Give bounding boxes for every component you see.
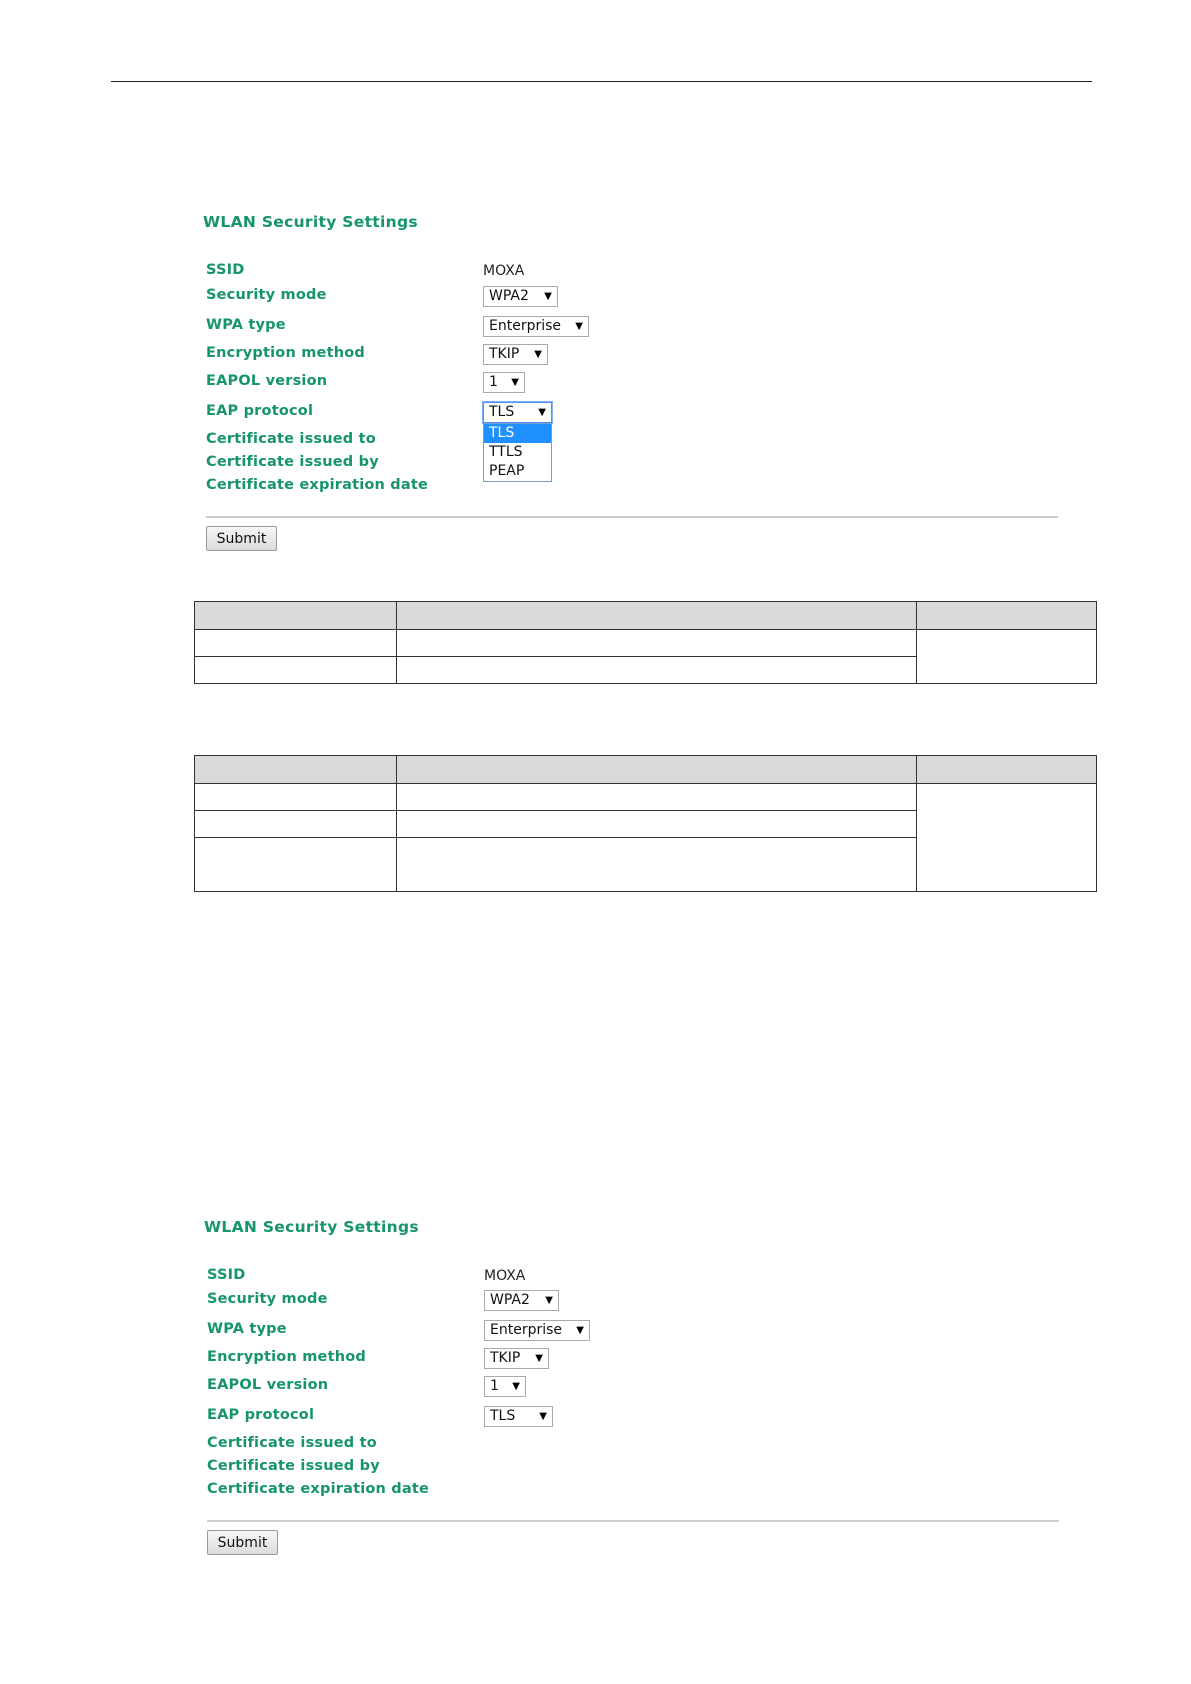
dropdown-arrow-icon: ▼	[545, 1295, 553, 1306]
cert-issued-by-label: Certificate issued by	[207, 1458, 380, 1474]
eap-option-peap[interactable]: PEAP	[489, 463, 525, 479]
submit-button[interactable]: Submit	[206, 526, 277, 551]
table-cell	[397, 784, 917, 811]
table-cell	[397, 811, 917, 838]
wpa-type-select[interactable]	[484, 1320, 590, 1341]
eap-protocol-select[interactable]	[483, 402, 552, 423]
page-header-rule	[111, 81, 1092, 82]
dropdown-arrow-icon: ▼	[539, 1411, 547, 1422]
panel-title: WLAN Security Settings	[204, 1218, 419, 1236]
table-cell	[195, 630, 397, 657]
table-row	[195, 630, 1097, 657]
table-header-cell	[195, 756, 397, 784]
wpa-type-value: Enterprise	[489, 318, 562, 334]
table-cell	[195, 811, 397, 838]
encryption-method-label: Encryption method	[207, 1349, 366, 1365]
form-divider	[207, 1520, 1059, 1522]
eapol-version-label: EAPOL version	[207, 1377, 329, 1393]
dropdown-arrow-icon: ▼	[576, 1325, 584, 1336]
cert-issued-to-label: Certificate issued to	[207, 1435, 377, 1451]
table-header-row	[195, 602, 1097, 630]
security-mode-label: Security mode	[207, 1291, 328, 1307]
table-1	[194, 601, 1097, 684]
table-cell	[397, 838, 917, 892]
dropdown-arrow-icon: ▼	[538, 407, 546, 418]
ssid-label: SSID	[206, 262, 245, 278]
eapol-version-value: 1	[489, 374, 498, 390]
encryption-method-value: TKIP	[490, 1350, 521, 1366]
encryption-method-select[interactable]	[484, 1348, 549, 1369]
dropdown-arrow-icon: ▼	[544, 291, 552, 302]
security-mode-label: Security mode	[206, 287, 327, 303]
eapol-version-select[interactable]	[484, 1376, 526, 1397]
table-cell	[195, 784, 397, 811]
cert-expiration-label: Certificate expiration date	[207, 1481, 430, 1497]
cert-issued-to-label: Certificate issued to	[206, 431, 376, 447]
encryption-method-select[interactable]	[483, 344, 548, 365]
table-header-cell	[917, 756, 1097, 784]
eap-protocol-select[interactable]	[484, 1406, 553, 1427]
encryption-method-label: Encryption method	[206, 345, 365, 361]
form-divider	[206, 516, 1058, 518]
dropdown-arrow-icon: ▼	[534, 349, 542, 360]
encryption-method-value: TKIP	[489, 346, 520, 362]
panel-title: WLAN Security Settings	[203, 213, 418, 231]
ssid-label: SSID	[207, 1267, 246, 1283]
table-row	[195, 784, 1097, 811]
security-mode-select[interactable]	[483, 286, 558, 307]
table-header-cell	[397, 602, 917, 630]
table-cell	[195, 657, 397, 684]
table-cell	[195, 838, 397, 892]
submit-button[interactable]: Submit	[207, 1530, 278, 1555]
wpa-type-value: Enterprise	[490, 1322, 563, 1338]
ssid-value: MOXA	[484, 1268, 526, 1284]
eap-option-ttls[interactable]: TTLS	[489, 444, 523, 460]
eapol-version-label: EAPOL version	[206, 373, 328, 389]
security-mode-select[interactable]	[484, 1290, 559, 1311]
table-cell	[397, 630, 917, 657]
eap-protocol-options	[483, 423, 552, 482]
table-header-cell	[195, 602, 397, 630]
table-header-cell	[917, 602, 1097, 630]
eapol-version-value: 1	[490, 1378, 499, 1394]
cert-issued-by-label: Certificate issued by	[206, 454, 379, 470]
eap-protocol-value: TLS	[490, 1408, 516, 1424]
eap-protocol-value: TLS	[489, 404, 515, 420]
table-2	[194, 755, 1097, 892]
table-header-row	[195, 756, 1097, 784]
table-cell	[917, 784, 1097, 892]
security-mode-value: WPA2	[490, 1292, 530, 1308]
dropdown-arrow-icon: ▼	[512, 1381, 520, 1392]
dropdown-arrow-icon: ▼	[535, 1353, 543, 1364]
wpa-type-label: WPA type	[207, 1321, 287, 1337]
eapol-version-select[interactable]	[483, 372, 525, 393]
dropdown-arrow-icon: ▼	[511, 377, 519, 388]
eap-protocol-label: EAP protocol	[207, 1407, 315, 1423]
table-cell	[397, 657, 917, 684]
table-header-cell	[397, 756, 917, 784]
wpa-type-label: WPA type	[206, 317, 286, 333]
wpa-type-select[interactable]	[483, 316, 589, 337]
cert-expiration-label: Certificate expiration date	[206, 477, 429, 493]
eap-protocol-label: EAP protocol	[206, 403, 314, 419]
dropdown-arrow-icon: ▼	[575, 321, 583, 332]
eap-option-tls[interactable]: TLS	[484, 424, 551, 443]
table-cell	[917, 630, 1097, 684]
security-mode-value: WPA2	[489, 288, 529, 304]
ssid-value: MOXA	[483, 263, 525, 279]
